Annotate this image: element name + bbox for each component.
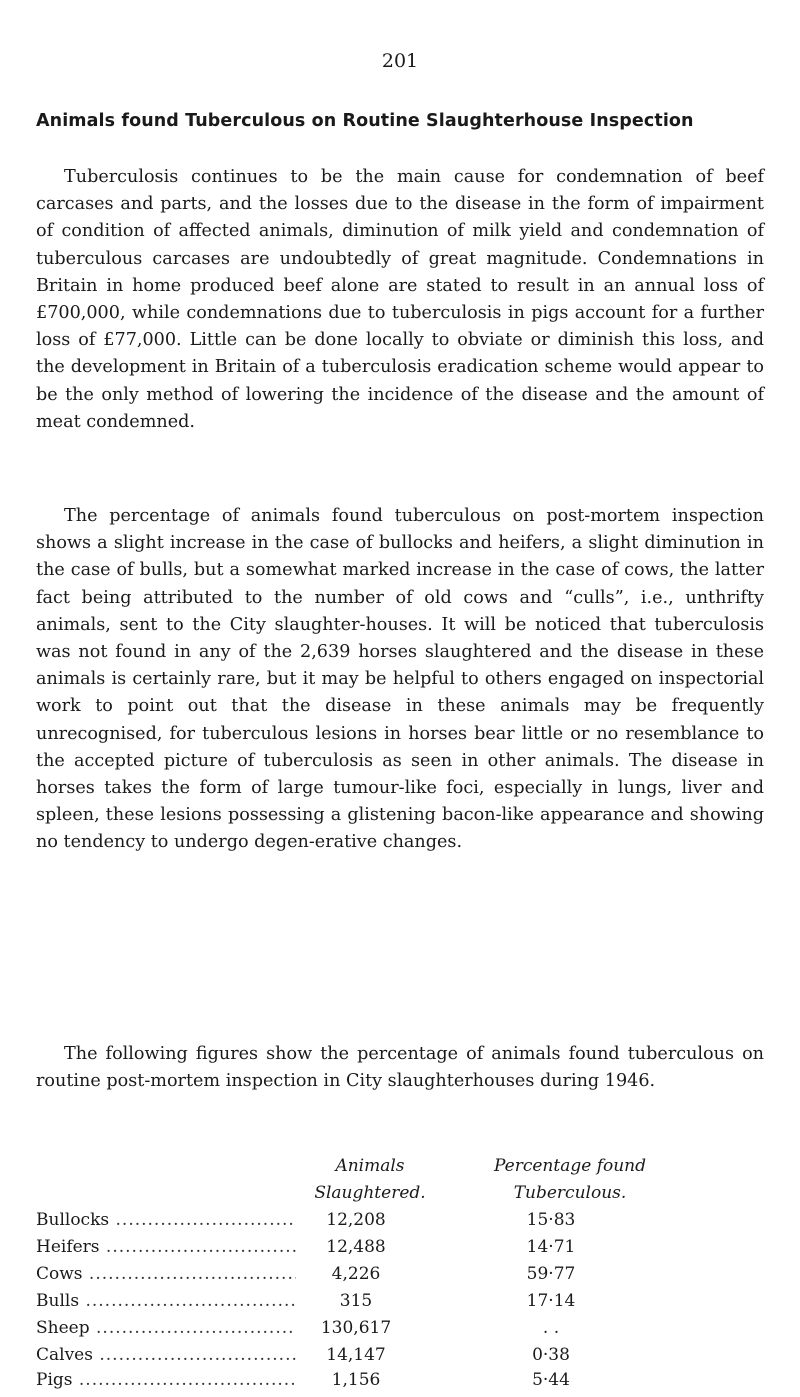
row-label: Bulls bbox=[36, 1291, 80, 1311]
percentage-value: 17·14 bbox=[526, 1291, 576, 1311]
section-heading: Animals found Tuberculous on Routine Slaughterhouse Inspection bbox=[36, 111, 694, 131]
table-row bbox=[36, 1370, 736, 1396]
slaughtered-value: 12,208 bbox=[296, 1210, 416, 1230]
table-row bbox=[36, 1291, 736, 1317]
page-number: 201 bbox=[381, 50, 419, 72]
table-row bbox=[36, 1264, 736, 1290]
slaughtered-value: 1,156 bbox=[296, 1370, 416, 1390]
table-row bbox=[36, 1345, 736, 1371]
paragraph-1: Tuberculosis continues to be the main cause for condemnation of beef carcases and parts, and the losses due to the disease in the form of impairment of condition of affected animals, diminution of milk yield and condemnation of tuberculous carcases are undoubtedly of great magnitude. Condemnations in Britain in home produced beef alone are stated to result in an annual loss of £700,000, while condemnations due to tuberculosis in pigs account for a further loss of £77,000. Little can be done locally to obviate or diminish this loss, and the development in Britain of a tuberculosis eradication scheme would appear to be the only method of lowering the incidence of the disease and the amount of meat condemned. bbox=[36, 167, 764, 432]
column-header-slaughtered: Animals Slaughtered. bbox=[314, 1156, 426, 1203]
row-label: Cows bbox=[36, 1264, 83, 1284]
percentage-value: 0·38 bbox=[532, 1345, 570, 1365]
slaughtered-value: 12,488 bbox=[296, 1237, 416, 1257]
table-row bbox=[36, 1318, 736, 1344]
row-label: Calves bbox=[36, 1345, 93, 1365]
percentage-value: 5·44 bbox=[532, 1370, 570, 1390]
percentage-value: 15·83 bbox=[526, 1210, 576, 1230]
row-label: Sheep bbox=[36, 1318, 90, 1338]
slaughtered-value: 315 bbox=[296, 1291, 416, 1311]
percentage-value: 14·71 bbox=[526, 1237, 576, 1257]
column-header-percentage: Percentage found Tuberculous. bbox=[493, 1156, 646, 1203]
row-label: Pigs bbox=[36, 1370, 73, 1390]
paragraph-3: The following figures show the percentage of animals found tuberculous on routine post-mortem inspection in City slaughterhouses during 1946. bbox=[36, 1044, 764, 1092]
table-row bbox=[36, 1210, 736, 1236]
row-label: Bullocks bbox=[36, 1210, 110, 1230]
table-row bbox=[36, 1237, 736, 1263]
slaughtered-value: 4,226 bbox=[296, 1264, 416, 1284]
slaughtered-value: 14,147 bbox=[296, 1345, 416, 1365]
percentage-value: 59·77 bbox=[526, 1264, 576, 1284]
paragraph-2: The percentage of animals found tuberculous on post-mortem inspection shows a slight increase in the case of bullocks and heifers, a slight diminution in the case of bulls, but a somewhat marked increase in the case of cows, the latter fact being attributed to the number of old cows and “culls”, i.e., unthrifty animals, sent to the City slaughter-houses. It will be noticed that tuberculosis was not found in any of the 2,639 horses slaughtered and the disease in these animals is certainly rare, but it may be helpful to others engaged on inspectorial work to point out that the disease in these animals may be frequently unrecognised, for tuberculous lesions in horses bear little or no resemblance to the accepted picture of tuberculosis as seen in other animals. The disease in horses takes the form of large tumour-like foci, especially in lungs, liver and spleen, these lesions possessing a glistening bacon-like appearance and showing no tendency to undergo degen-erative changes. bbox=[36, 506, 764, 853]
row-label: Heifers bbox=[36, 1237, 100, 1257]
percentage-value: . . bbox=[542, 1318, 560, 1338]
slaughtered-value: 130,617 bbox=[296, 1318, 416, 1338]
